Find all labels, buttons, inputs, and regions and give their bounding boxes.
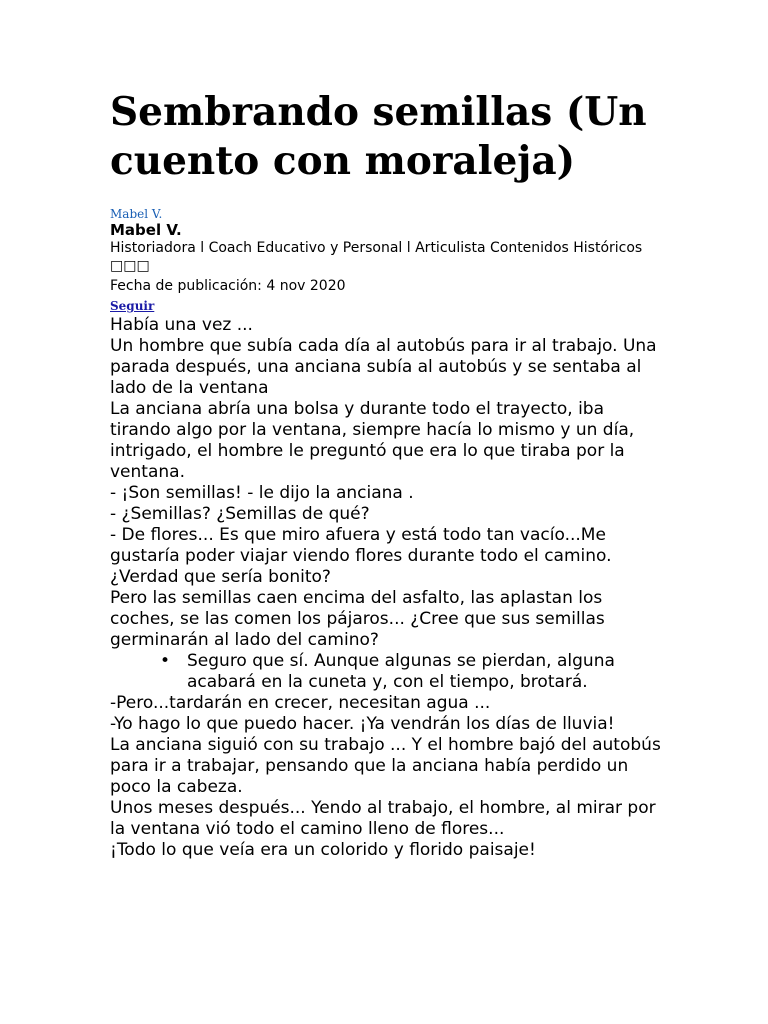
author-bio-glyphs: □□□	[110, 258, 150, 274]
author-bio	[110, 239, 670, 275]
story-bullet-item: • Seguro que sí. Aunque algunas se pierdan, alguna acabará en la cuneta y, con el tiempo, brotará.	[187, 651, 670, 693]
author-link[interactable]: Mabel V.	[110, 207, 163, 221]
story-paragraph: - ¡Son semillas! - le dijo la anciana .	[110, 483, 414, 503]
article	[110, 88, 670, 861]
story-paragraph: Pero las semillas caen encima del asfalto, las aplastan los coches, se las comen los pájaros... ¿Cree que sus semillas germinarán al lado del camino?	[110, 588, 605, 650]
story-bullet-list	[110, 651, 670, 693]
story-paragraph: Un hombre que subía cada día al autobús para ir al trabajo. Una parada después, una anciana subía al autobús y se sentaba al lado de la ventana	[110, 336, 657, 398]
follow-button[interactable]: Seguir	[110, 299, 155, 313]
story-paragraph: - De flores... Es que miro afuera y está todo tan vacío...Me gustaría poder viajar viendo flores durante todo el camino. ¿Verdad que sería bonito?	[110, 525, 612, 587]
story-body	[110, 315, 670, 861]
story-paragraph: -Yo hago lo que puedo hacer. ¡Ya vendrán los días de lluvia!	[110, 714, 615, 734]
author-name: Mabel V.	[110, 221, 182, 239]
story-paragraph: Unos meses después... Yendo al trabajo, el hombre, al mirar por la ventana vió todo el camino lleno de flores...	[110, 798, 656, 839]
story-paragraph: ¡Todo lo que veía era un colorido y florido paisaje!	[110, 840, 536, 860]
author-bio-text: Historiadora l Coach Educativo y Personal l Articulista Contenidos Históricos	[110, 240, 643, 256]
story-paragraph: -Pero...tardarán en crecer, necesitan agua ...	[110, 693, 491, 713]
article-title: Sembrando semillas (Un cuento con moraleja)	[110, 89, 647, 184]
publication-date: Fecha de publicación: 4 nov 2020	[110, 278, 346, 294]
story-paragraph: - ¿Semillas? ¿Semillas de qué?	[110, 504, 370, 524]
story-paragraph: La anciana siguió con su trabajo ... Y el hombre bajó del autobús para ir a trabajar, pensando que la anciana había perdido un poco la cabeza.	[110, 735, 661, 797]
story-paragraph: Había una vez ...	[110, 315, 253, 335]
story-paragraph: La anciana abría una bolsa y durante todo el trayecto, iba tirando algo por la ventana, siempre hacía lo mismo y un día, intrigado, el hombre le preguntó que era lo que tiraba por la ventana.	[110, 399, 635, 482]
